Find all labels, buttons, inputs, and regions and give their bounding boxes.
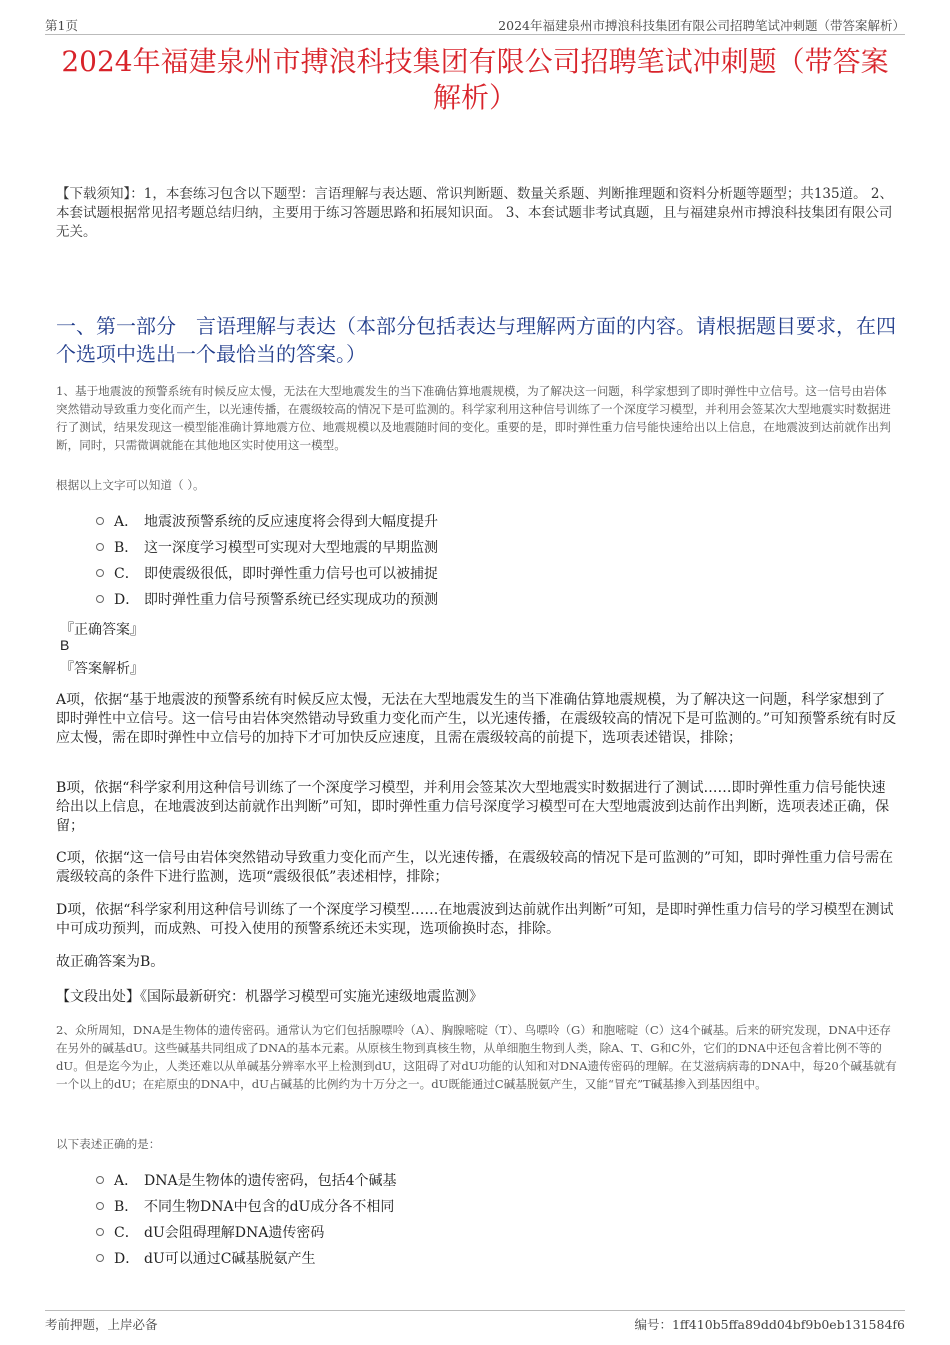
option-letter: D． bbox=[114, 592, 140, 608]
option-letter: D． bbox=[114, 1251, 140, 1267]
radio-button[interactable] bbox=[96, 1254, 104, 1262]
option-b[interactable] bbox=[96, 534, 438, 560]
section-heading: 一、第一部分 言语理解与表达（本部分包括表达与理解两方面的内容。请根据题目要求，在四个选项中选出一个最恰当的答案。） bbox=[56, 314, 896, 366]
question-2-options bbox=[96, 1167, 397, 1271]
option-letter: C． bbox=[114, 566, 139, 582]
radio-button[interactable] bbox=[96, 1202, 104, 1210]
download-notice: 【下载须知】：1，本套练习包含以下题型：言语理解与表达题、常识判断题、数量关系题、判断推理题和资料分析题等题型；共135道。 2、本套试题根据常见招考题总结归纳，主要用于练习答题思路和拓展知识面。 3、本套试题非考试真题，且与福建泉州市搏浪科技集团有限公司无关。 bbox=[56, 186, 893, 240]
page-footer bbox=[45, 1310, 905, 1335]
option-d[interactable] bbox=[96, 586, 438, 612]
radio-button[interactable] bbox=[96, 543, 104, 551]
radio-button[interactable] bbox=[96, 569, 104, 577]
option-letter: B． bbox=[114, 540, 139, 556]
option-c[interactable] bbox=[96, 1219, 397, 1245]
question-2-text: 2、众所周知，DNA是生物体的遗传密码。通常认为它们包括腺嘌呤（A）、胸腺嘧啶（T）、鸟嘌呤（G）和胞嘧啶（C）这4个碱基。后来的研究发现，DNA中还存在另外的碱基dU。这些碱基共同组成了DNA的基本元素。从原核生物到真核生物，从单细胞生物到人类，除A、T、G和C外，它们的DNA中还包含着比例不等的dU。但是迄今为止，人类还难以从单碱基分辨率水平上检测到dU，这阻碍了对dU功能的认知和对DNA遗传密码的理解。在艾滋病病毒的DNA中，每20个碱基就有一个以上的dU；在疟原虫的DNA中，dU占碱基的比例约为十万分之一。dU既能通过C碱基脱氨产生，又能“冒充”T碱基掺入到基因组中。 bbox=[56, 1023, 897, 1091]
option-c[interactable] bbox=[96, 560, 438, 586]
option-letter: A． bbox=[114, 514, 139, 530]
analysis-conclusion: 故正确答案为B。 bbox=[56, 954, 165, 970]
question-1-prompt: 根据以上文字可以知道（ ）。 bbox=[56, 478, 205, 492]
option-text: 即使震级很低，即时弹性重力信号也可以被捕捉 bbox=[144, 566, 438, 582]
option-text: 不同生物DNA中包含的dU成分各不相同 bbox=[144, 1199, 395, 1215]
page-header bbox=[45, 14, 905, 35]
passage-source: 【文段出处】《国际最新研究：机器学习模型可实施光速级地震监测》 bbox=[56, 989, 483, 1005]
analysis-paragraph-b: B项，依据“科学家利用这种信号训练了一个深度学习模型，并利用会签某次大型地震实时数据进行了测试……即时弹性重力信号能快速给出以上信息，在地震波到达前就作出判断”可知，即时弹性重力信号深度学习模型可在大型地震波到达前作出判断，选项表述正确，保留； bbox=[56, 780, 890, 834]
question-1-text: 1、基于地震波的预警系统有时候反应太慢，无法在大型地震发生的当下准确估算地震规模，为了解决这一问题，科学家想到了即时弹性中立信号。这一信号由岩体突然错动导致重力变化而产生，以光速传播，在震级较高的情况下是可监测的。科学家利用这种信号训练了一个深度学习模型，并利用会签某次大型地震实时数据进行了测试，结果发现这一模型能准确计算地震方位、地震规模以及地震随时间的变化。重要的是，即时弹性重力信号能快速给出以上信息，在地震波到达前就作出判断，同时，只需微调就能在其他地区实时使用这一模型。 bbox=[56, 384, 891, 452]
option-letter: B． bbox=[114, 1199, 139, 1215]
analysis-paragraph-d: D项，依据“科学家利用这种信号训练了一个深度学习模型……在地震波到达前就作出判断”可知，是即时弹性重力信号的学习模型在测试中可成功预判，而成熟、可投入使用的预警系统还未实现，选项偷换时态，排除。 bbox=[56, 902, 894, 937]
option-letter: A． bbox=[114, 1173, 139, 1189]
header-doc-title: 2024年福建泉州市搏浪科技集团有限公司招聘笔试冲刺题（带答案解析） bbox=[498, 18, 905, 33]
option-a[interactable] bbox=[96, 1167, 397, 1193]
footer-slogan: 考前押题，上岸必备 bbox=[45, 1317, 158, 1332]
analysis-label: 『答案解析』 bbox=[60, 661, 144, 677]
correct-answer-value: B bbox=[60, 637, 70, 653]
question-2-prompt: 以下表述正确的是： bbox=[56, 1137, 161, 1151]
option-text: dU可以通过C碱基脱氨产生 bbox=[144, 1251, 316, 1267]
radio-button[interactable] bbox=[96, 1228, 104, 1236]
option-letter: C． bbox=[114, 1225, 139, 1241]
radio-button[interactable] bbox=[96, 595, 104, 603]
option-b[interactable] bbox=[96, 1193, 397, 1219]
question-1-options bbox=[96, 508, 438, 612]
option-text: 地震波预警系统的反应速度将会得到大幅度提升 bbox=[144, 514, 438, 530]
option-text: DNA是生物体的遗传密码，包括4个碱基 bbox=[144, 1173, 397, 1189]
analysis-paragraph-c: C项，依据“这一信号由岩体突然错动导致重力变化而产生，以光速传播，在震级较高的情况下是可监测的”可知，即时弹性重力信号需在震级较高的条件下进行监测，选项“震级很低”表述相悖，排除； bbox=[56, 850, 894, 885]
option-d[interactable] bbox=[96, 1245, 397, 1271]
radio-button[interactable] bbox=[96, 1176, 104, 1184]
option-a[interactable] bbox=[96, 508, 438, 534]
analysis-paragraph-a: A项，依据“基于地震波的预警系统有时候反应太慢，无法在大型地震发生的当下准确估算地震规模，为了解决这一问题，科学家想到了即时弹性中立信号。这一信号由岩体突然错动导致重力变化而产生，以光速传播，在震级较高的情况下是可监测的。”可知预警系统有时反应太慢，需在即时弹性中立信号的加持下才可加快反应速度，且需在震级较高的前提下，选项表述错误，排除； bbox=[56, 692, 897, 746]
option-text: 这一深度学习模型可实现对大型地震的早期监测 bbox=[144, 540, 438, 556]
page-number: 第1页 bbox=[45, 18, 78, 33]
page-title: 2024年福建泉州市搏浪科技集团有限公司招聘笔试冲刺题（带答案解析） bbox=[61, 45, 889, 114]
option-text: dU会阻碍理解DNA遗传密码 bbox=[144, 1225, 325, 1241]
correct-answer-label: 『正确答案』 bbox=[60, 622, 144, 638]
option-text: 即时弹性重力信号预警系统已经实现成功的预测 bbox=[144, 592, 438, 608]
footer-serial: 编号：1ff410b5ffa89dd04bf9b0eb131584f6 bbox=[634, 1317, 905, 1332]
radio-button[interactable] bbox=[96, 517, 104, 525]
